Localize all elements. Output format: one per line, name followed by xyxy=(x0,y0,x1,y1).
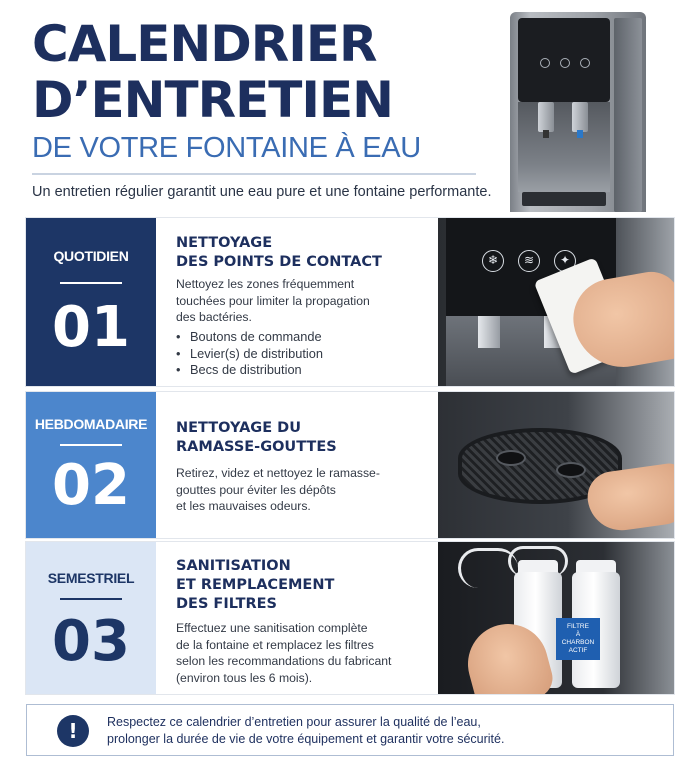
water-fountain-image xyxy=(510,12,646,212)
list-item: • Boutons de commande xyxy=(176,329,323,346)
page-title-line1: CALENDRIER xyxy=(32,15,377,73)
step-number: 02 xyxy=(52,453,130,518)
filter-replacement-photo xyxy=(438,542,674,694)
maintenance-step-daily xyxy=(26,218,674,386)
page-subtitle: DE VOTRE FONTAINE À EAU xyxy=(32,132,421,164)
maintenance-step-weekly xyxy=(26,392,674,538)
step-title: SANITISATION ET REMPLACEMENT DES FILTRES xyxy=(176,558,335,612)
step-bullet-list xyxy=(176,329,323,379)
frequency-tag xyxy=(26,218,156,386)
drip-tray-photo xyxy=(438,392,674,538)
frequency-label: QUOTIDIEN xyxy=(53,248,129,264)
page-title-line2: D’ENTRETIEN xyxy=(32,71,393,129)
step-description: Effectuez une sanitisation complète de la fontaine et remplacez les filtres selon les recommandations du fabricant (environ tous les 6 mois). xyxy=(176,621,392,685)
waves-icon: ≋ xyxy=(518,250,540,272)
intro-text: Un entretien régulier garantit une eau pure et une fontaine performante. xyxy=(32,184,492,200)
header-divider xyxy=(32,173,476,175)
frequency-label: SEMESTRIEL xyxy=(47,570,135,586)
frequency-tag xyxy=(26,392,156,538)
frequency-label: HEBDOMADAIRE xyxy=(34,416,148,432)
sparkle-icon: ✦ xyxy=(554,250,576,272)
frequency-tag xyxy=(26,542,156,694)
step-number: 01 xyxy=(52,295,130,360)
note-text: Respectez ce calendrier d’entretien pour assurer la qualité de l’eau, prolonger la durée de vie de votre équipement et garantir votre sécurité. xyxy=(107,715,505,746)
maintenance-step-biannual xyxy=(26,542,674,694)
step-description: Retirez, videz et nettoyez le ramasse- gouttes pour éviter les dépôts et les mauvaises odeurs. xyxy=(176,466,380,513)
step-title: NETTOYAGE DES POINTS DE CONTACT xyxy=(176,235,382,270)
safety-note xyxy=(26,704,674,756)
step-title: NETTOYAGE DU RAMASSE-GOUTTES xyxy=(176,420,337,455)
filter-label: FILTRE À CHARBON ACTIF xyxy=(556,618,600,660)
list-item: • Levier(s) de distribution xyxy=(176,346,323,363)
exclamation-icon: ! xyxy=(57,715,89,747)
snowflake-icon: ❄ xyxy=(482,250,504,272)
step-description: Nettoyez les zones fréquemment touchées pour limiter la propagation des bactéries. xyxy=(176,277,370,324)
list-item: • Becs de distribution xyxy=(176,362,323,379)
step-number: 03 xyxy=(52,609,130,674)
cleaning-buttons-photo xyxy=(438,218,674,386)
